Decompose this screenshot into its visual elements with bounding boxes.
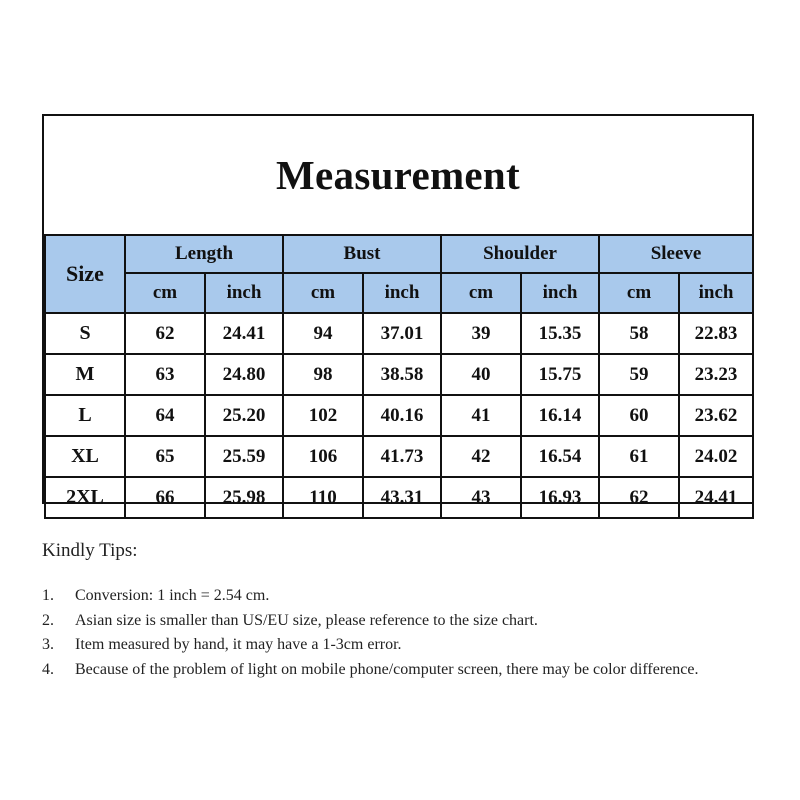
unit-header: cm xyxy=(283,273,363,313)
group-header-sleeve: Sleeve xyxy=(599,235,753,273)
size-label-cell: L xyxy=(45,395,125,436)
tips-title: Kindly Tips: xyxy=(42,540,138,561)
measurement-cell: 110 xyxy=(283,477,363,518)
tip-number: 4. xyxy=(42,660,54,678)
measurement-cell: 24.02 xyxy=(679,436,753,477)
measurement-cell: 38.58 xyxy=(363,354,441,395)
measurement-cell: 23.62 xyxy=(679,395,753,436)
measurement-cell: 16.14 xyxy=(521,395,599,436)
measurement-cell: 40.16 xyxy=(363,395,441,436)
unit-header: inch xyxy=(205,273,283,313)
unit-header: inch xyxy=(679,273,753,313)
measurement-cell: 23.23 xyxy=(679,354,753,395)
unit-header: cm xyxy=(125,273,205,313)
unit-header: inch xyxy=(521,273,599,313)
tip-text: Asian size is smaller than US/EU size, please reference to the size chart. xyxy=(75,611,538,629)
size-chart-frame xyxy=(42,114,754,508)
unit-header: cm xyxy=(599,273,679,313)
measurement-cell: 65 xyxy=(125,436,205,477)
unit-header: inch xyxy=(363,273,441,313)
measurement-cell: 42 xyxy=(441,436,521,477)
measurement-cell: 62 xyxy=(599,477,679,518)
measurement-cell: 39 xyxy=(441,313,521,354)
group-header-length: Length xyxy=(125,235,283,273)
measurement-cell: 43.31 xyxy=(363,477,441,518)
tip-text: Conversion: 1 inch = 2.54 cm. xyxy=(75,587,270,604)
table-row xyxy=(45,354,753,395)
measurement-cell: 59 xyxy=(599,354,679,395)
measurement-cell: 43 xyxy=(441,477,521,518)
measurement-cell: 40 xyxy=(441,354,521,395)
size-column-header: Size xyxy=(45,235,125,313)
measurement-cell: 16.54 xyxy=(521,436,599,477)
measurement-cell: 15.35 xyxy=(521,313,599,354)
size-label-cell: 2XL xyxy=(45,477,125,518)
tips-list xyxy=(42,584,782,682)
size-chart-table xyxy=(44,234,754,519)
measurement-cell: 25.98 xyxy=(205,477,283,518)
kindly-tips xyxy=(42,540,782,682)
measurement-cell: 15.75 xyxy=(521,354,599,395)
measurement-cell: 98 xyxy=(283,354,363,395)
table-row xyxy=(45,313,753,354)
measurement-cell: 37.01 xyxy=(363,313,441,354)
size-label-cell: XL xyxy=(45,436,125,477)
tip-item xyxy=(42,658,782,683)
chart-title: Measurement xyxy=(276,152,520,198)
measurement-cell: 25.20 xyxy=(205,395,283,436)
measurement-cell: 16.93 xyxy=(521,477,599,518)
measurement-cell: 58 xyxy=(599,313,679,354)
size-label-cell: S xyxy=(45,313,125,354)
table-row xyxy=(45,395,753,436)
tip-text: Item measured by hand, it may have a 1-3cm error. xyxy=(75,636,402,653)
measurement-cell: 66 xyxy=(125,477,205,518)
group-header-shoulder: Shoulder xyxy=(441,235,599,273)
measurement-cell: 61 xyxy=(599,436,679,477)
table-row xyxy=(45,477,753,518)
tip-text: Because of the problem of light on mobile phone/computer screen, there may be color difference. xyxy=(75,660,699,678)
unit-header: cm xyxy=(441,273,521,313)
measurement-cell: 22.83 xyxy=(679,313,753,354)
measurement-cell: 64 xyxy=(125,395,205,436)
size-label-cell: M xyxy=(45,354,125,395)
tip-number: 3. xyxy=(42,636,54,653)
measurement-cell: 94 xyxy=(283,313,363,354)
measurement-cell: 41.73 xyxy=(363,436,441,477)
tip-item xyxy=(42,609,782,634)
measurement-cell: 102 xyxy=(283,395,363,436)
measurement-cell: 24.41 xyxy=(205,313,283,354)
tip-item xyxy=(42,584,782,609)
tip-number: 2. xyxy=(42,611,54,629)
measurement-cell: 24.80 xyxy=(205,354,283,395)
measurement-cell: 25.59 xyxy=(205,436,283,477)
tip-number: 1. xyxy=(42,587,54,604)
table-row xyxy=(45,436,753,477)
measurement-cell: 106 xyxy=(283,436,363,477)
group-header-bust: Bust xyxy=(283,235,441,273)
measurement-cell: 41 xyxy=(441,395,521,436)
measurement-cell: 24.41 xyxy=(679,477,753,518)
tip-item xyxy=(42,633,782,658)
measurement-cell: 62 xyxy=(125,313,205,354)
measurement-cell: 63 xyxy=(125,354,205,395)
size-chart-body xyxy=(45,313,753,518)
measurement-cell: 60 xyxy=(599,395,679,436)
